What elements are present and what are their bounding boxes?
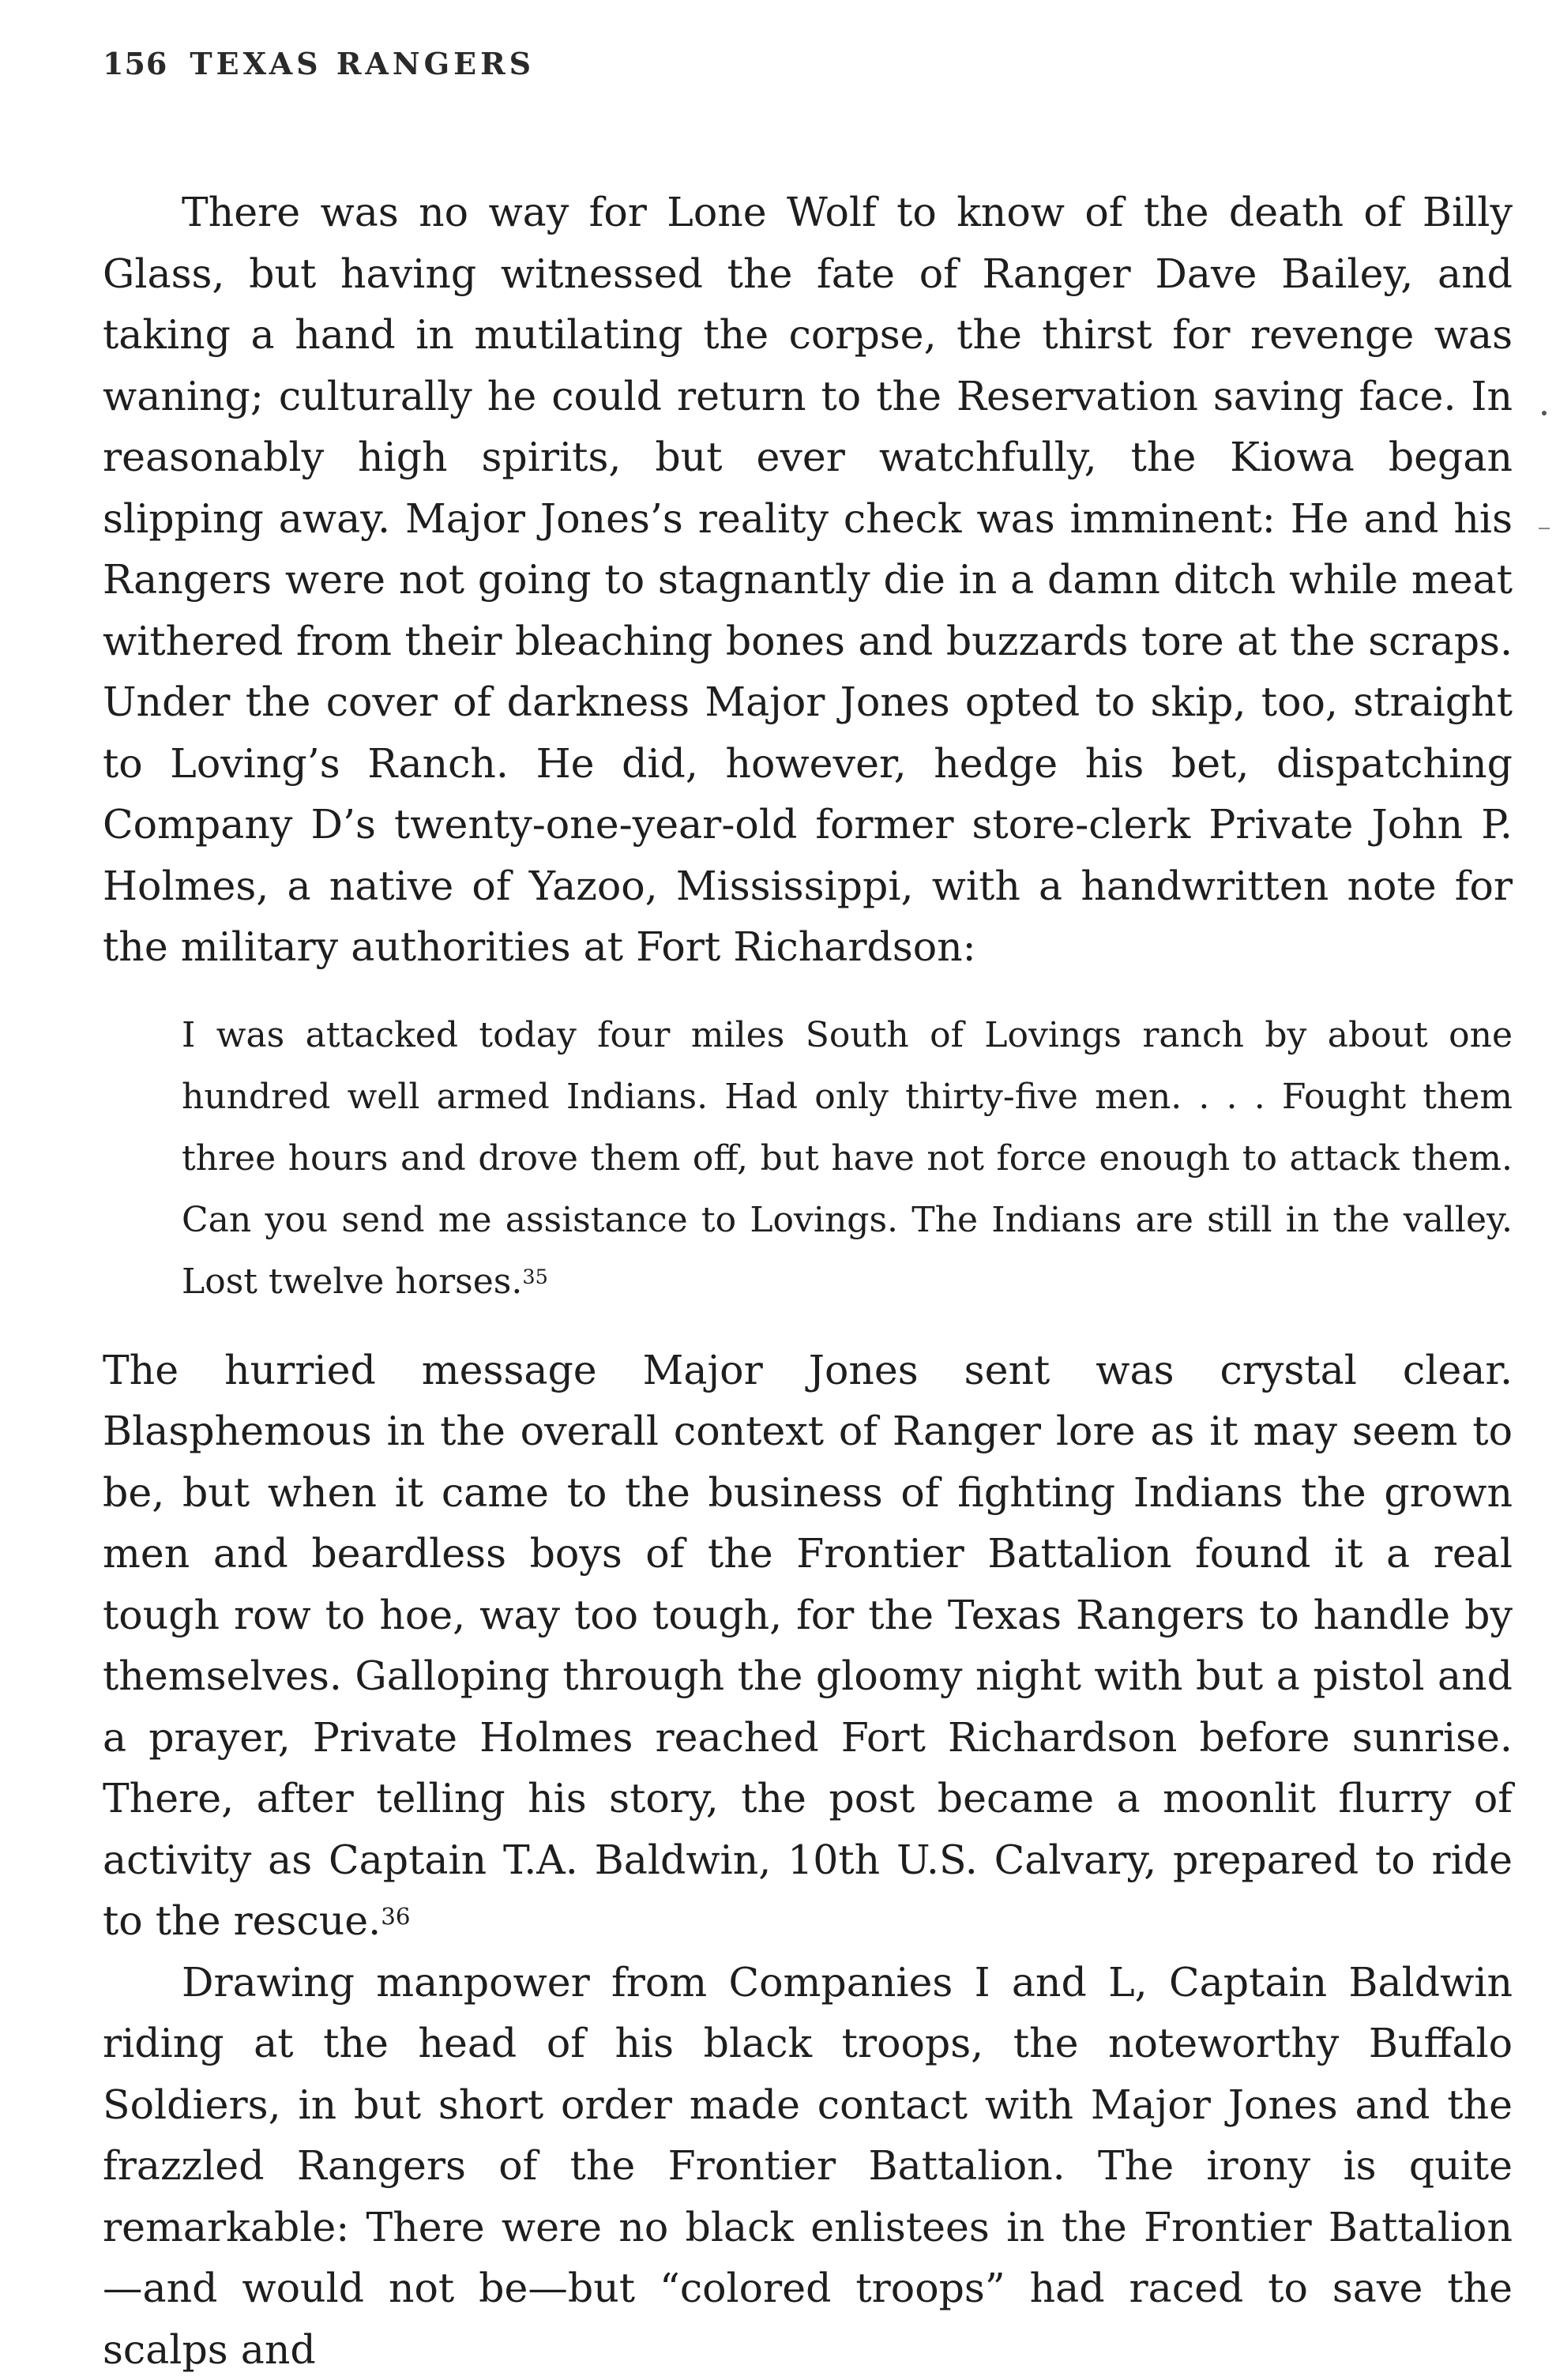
paragraph-opening-text: There was no way for Lone Wolf to know of the death of Billy Glass, but having witnessed the fate of Ranger Dave Bailey, and taking a hand in mutilating the corpse, the thirst for revenge was waning; culturally he could return to the Reservation saving face. In reasonably high spirits, but ever watchfully, the Kiowa began slipping away. Major Jones’s reality check was imminent: He and his Rangers were not going to stagnantly die in a damn ditch while meat withered from their bleaching bones and buzzards tore at the scraps. Under the cover of darkness Major Jones opted to skip, too, straight to Loving’s Ranch. He did, however, hedge his bet, dispatching Company D’s twenty-one-year-old former store-clerk Private John P. Holmes, a native of Yazoo, Mississippi, with a handwritten note for the military authorities at Fort Richardson: [103, 189, 1513, 970]
page-number: 156 [103, 46, 167, 81]
paragraph-final-text: Drawing manpower from Companies I and L, Captain Baldwin riding at the head of his black troops, the noteworthy Buffalo Soldiers, in but short order made contact with Major Jones and the frazzled Rangers of the Frontier Battalion. The irony is quite remarkable: There were no black enlistees in the Frontier Battalion—and would not be—but “colored troops” had raced to save the scalps and [103, 1959, 1513, 2373]
running-head [103, 46, 535, 81]
footnote-ref-36: 36 [381, 1903, 410, 1930]
paragraph-final [103, 1952, 1513, 2380]
paragraph-continuation [103, 1340, 1513, 1952]
paragraph-opening [103, 182, 1513, 978]
scan-speck [1542, 411, 1547, 415]
paragraph-continuation-text: The hurried message Major Jones sent was crystal clear. Blasphemous in the overall context of Ranger lore as it may seem to be, but when it came to the business of fighting Indians the grown men and beardless boys of the Frontier Battalion found it a real tough row to hoe, way too tough, for the Texas Rangers to handle by themselves. Galloping through the gloomy night with but a pistol and a prayer, Private Holmes reached Fort Richardson before sunrise. There, after telling his story, the post became a moonlit flurry of activity as Captain T.A. Baldwin, 10th U.S. Calvary, prepared to ride to the rescue. [103, 1347, 1513, 1945]
footnote-ref-35: 35 [522, 1265, 547, 1289]
block-quote-text: I was attacked today four miles South of Lovings ranch by about one hundred well armed Indians. Had only thirty-five men. . . . Fought them three hours and drove them off, but have not force enough to attack them. Can you send me assistance to Lovings. The Indians are still in the valley. Lost twelve horses. [182, 1015, 1513, 1302]
block-quote [182, 1005, 1513, 1313]
scan-tick [1539, 528, 1550, 529]
body-text [103, 182, 1513, 2380]
book-title: TEXAS RANGERS [190, 46, 535, 81]
